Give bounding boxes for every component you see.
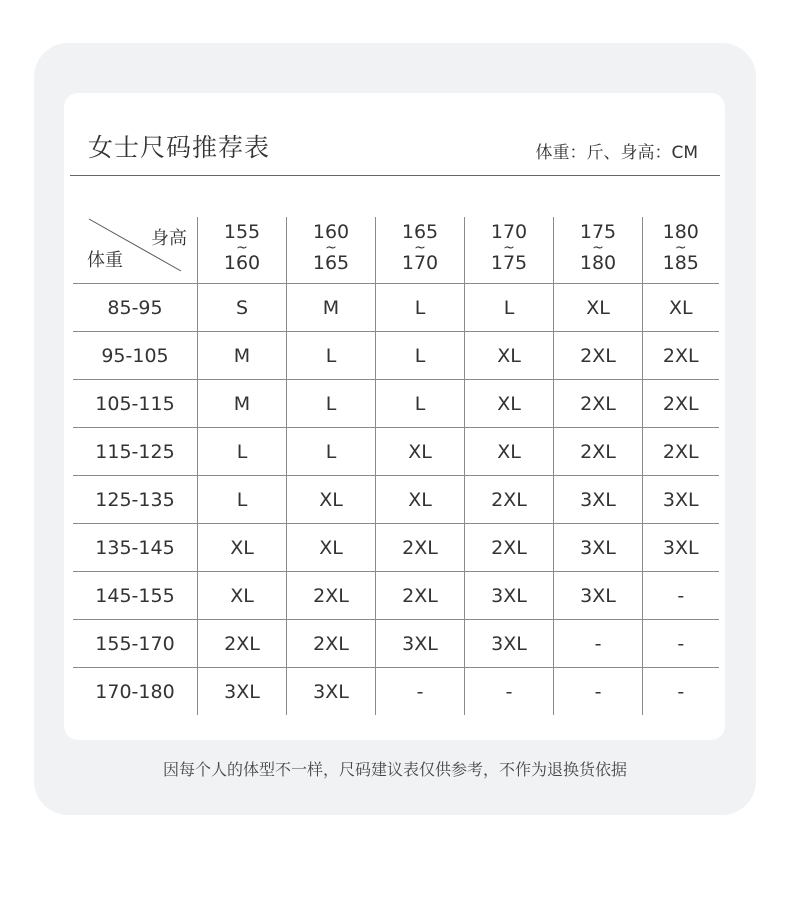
- weight-cell: 115-125: [73, 428, 198, 476]
- height-from: 155: [223, 221, 261, 243]
- tilde-sign: ~: [325, 240, 337, 256]
- height-from: 160: [312, 221, 350, 243]
- size-cell: 3XL: [465, 572, 554, 620]
- size-cell: L: [287, 332, 376, 380]
- size-cell: S: [198, 284, 287, 332]
- corner-cell: [73, 217, 198, 284]
- height-header-165: [376, 217, 465, 284]
- size-cell: XL: [198, 524, 287, 572]
- size-cell: -: [643, 620, 719, 668]
- size-cell: 3XL: [554, 524, 643, 572]
- size-cell: 3XL: [554, 572, 643, 620]
- table-row: [73, 668, 719, 716]
- size-cell: L: [465, 284, 554, 332]
- size-cell: 2XL: [465, 524, 554, 572]
- height-header-170: [465, 217, 554, 284]
- table-row: [73, 620, 719, 668]
- size-cell: XL: [376, 428, 465, 476]
- size-cell: L: [287, 428, 376, 476]
- size-cell: -: [554, 620, 643, 668]
- size-cell: 2XL: [376, 572, 465, 620]
- height-from: 175: [579, 221, 617, 243]
- height-to: 160: [223, 252, 261, 274]
- weight-cell: 95-105: [73, 332, 198, 380]
- size-cell: -: [554, 668, 643, 716]
- size-cell: XL: [554, 284, 643, 332]
- size-cell: 2XL: [554, 380, 643, 428]
- size-cell: XL: [643, 284, 719, 332]
- height-to: 170: [401, 252, 439, 274]
- table-row: [73, 476, 719, 524]
- corner-height-label: 身高: [151, 228, 187, 249]
- height-to: 180: [579, 252, 617, 274]
- size-cell: XL: [465, 380, 554, 428]
- size-cell: 2XL: [287, 620, 376, 668]
- weight-cell: 135-145: [73, 524, 198, 572]
- size-cell: 3XL: [643, 476, 719, 524]
- size-cell: -: [465, 668, 554, 716]
- table-row: [73, 572, 719, 620]
- size-cell: XL: [465, 428, 554, 476]
- size-cell: XL: [287, 476, 376, 524]
- height-to: 185: [662, 252, 699, 274]
- size-cell: 2XL: [643, 428, 719, 476]
- tilde-sign: ~: [592, 240, 604, 256]
- height-to: 165: [312, 252, 350, 274]
- corner-weight-label: 体重: [87, 250, 123, 271]
- size-cell: 2XL: [376, 524, 465, 572]
- size-cell: L: [376, 380, 465, 428]
- size-cell: L: [287, 380, 376, 428]
- size-cell: 3XL: [287, 668, 376, 716]
- table-row: [73, 428, 719, 476]
- title-divider: [70, 175, 720, 176]
- table-row: [73, 332, 719, 380]
- height-from: 165: [401, 221, 439, 243]
- height-header-180: [643, 217, 719, 284]
- disclaimer-note: 因每个人的体型不一样，尺码建议表仅供参考，不作为退换货依据: [162, 760, 627, 779]
- size-cell: 3XL: [643, 524, 719, 572]
- size-cell: 3XL: [554, 476, 643, 524]
- units-label: 体重：斤、身高：CM: [535, 143, 698, 163]
- size-table-wrapper: [73, 217, 719, 715]
- size-cell: -: [643, 572, 719, 620]
- tilde-sign: ~: [674, 240, 687, 256]
- size-cell: L: [198, 428, 287, 476]
- size-cell: XL: [465, 332, 554, 380]
- size-cell: 3XL: [198, 668, 287, 716]
- height-from: 170: [490, 221, 528, 243]
- weight-cell: 155-170: [73, 620, 198, 668]
- size-cell: XL: [198, 572, 287, 620]
- size-cell: -: [376, 668, 465, 716]
- size-cell: 2XL: [554, 332, 643, 380]
- header-row: [73, 217, 719, 284]
- size-cell: L: [198, 476, 287, 524]
- size-cell: XL: [287, 524, 376, 572]
- weight-cell: 145-155: [73, 572, 198, 620]
- size-cell: L: [376, 284, 465, 332]
- page-title: 女士尺码推荐表: [88, 133, 271, 162]
- size-cell: XL: [376, 476, 465, 524]
- tilde-sign: ~: [503, 240, 515, 256]
- height-header-155: [198, 217, 287, 284]
- weight-cell: 85-95: [73, 284, 198, 332]
- height-header-160: [287, 217, 376, 284]
- tilde-sign: ~: [236, 240, 248, 256]
- weight-cell: 125-135: [73, 476, 198, 524]
- size-cell: M: [198, 332, 287, 380]
- size-cell: -: [643, 668, 719, 716]
- size-cell: 2XL: [643, 332, 719, 380]
- size-cell: M: [198, 380, 287, 428]
- size-table: [73, 217, 719, 715]
- size-cell: 3XL: [376, 620, 465, 668]
- size-cell: 2XL: [287, 572, 376, 620]
- weight-cell: 105-115: [73, 380, 198, 428]
- table-row: [73, 524, 719, 572]
- size-cell: M: [287, 284, 376, 332]
- table-row: [73, 380, 719, 428]
- height-header-175: [554, 217, 643, 284]
- size-cell: 2XL: [643, 380, 719, 428]
- table-row: [73, 284, 719, 332]
- size-cell: 3XL: [465, 620, 554, 668]
- size-cell: 2XL: [198, 620, 287, 668]
- size-cell: 2XL: [465, 476, 554, 524]
- tilde-sign: ~: [414, 240, 426, 256]
- size-cell: 2XL: [554, 428, 643, 476]
- height-to: 175: [490, 252, 528, 274]
- weight-cell: 170-180: [95, 680, 175, 703]
- size-cell: L: [376, 332, 465, 380]
- height-from: 180: [662, 221, 699, 243]
